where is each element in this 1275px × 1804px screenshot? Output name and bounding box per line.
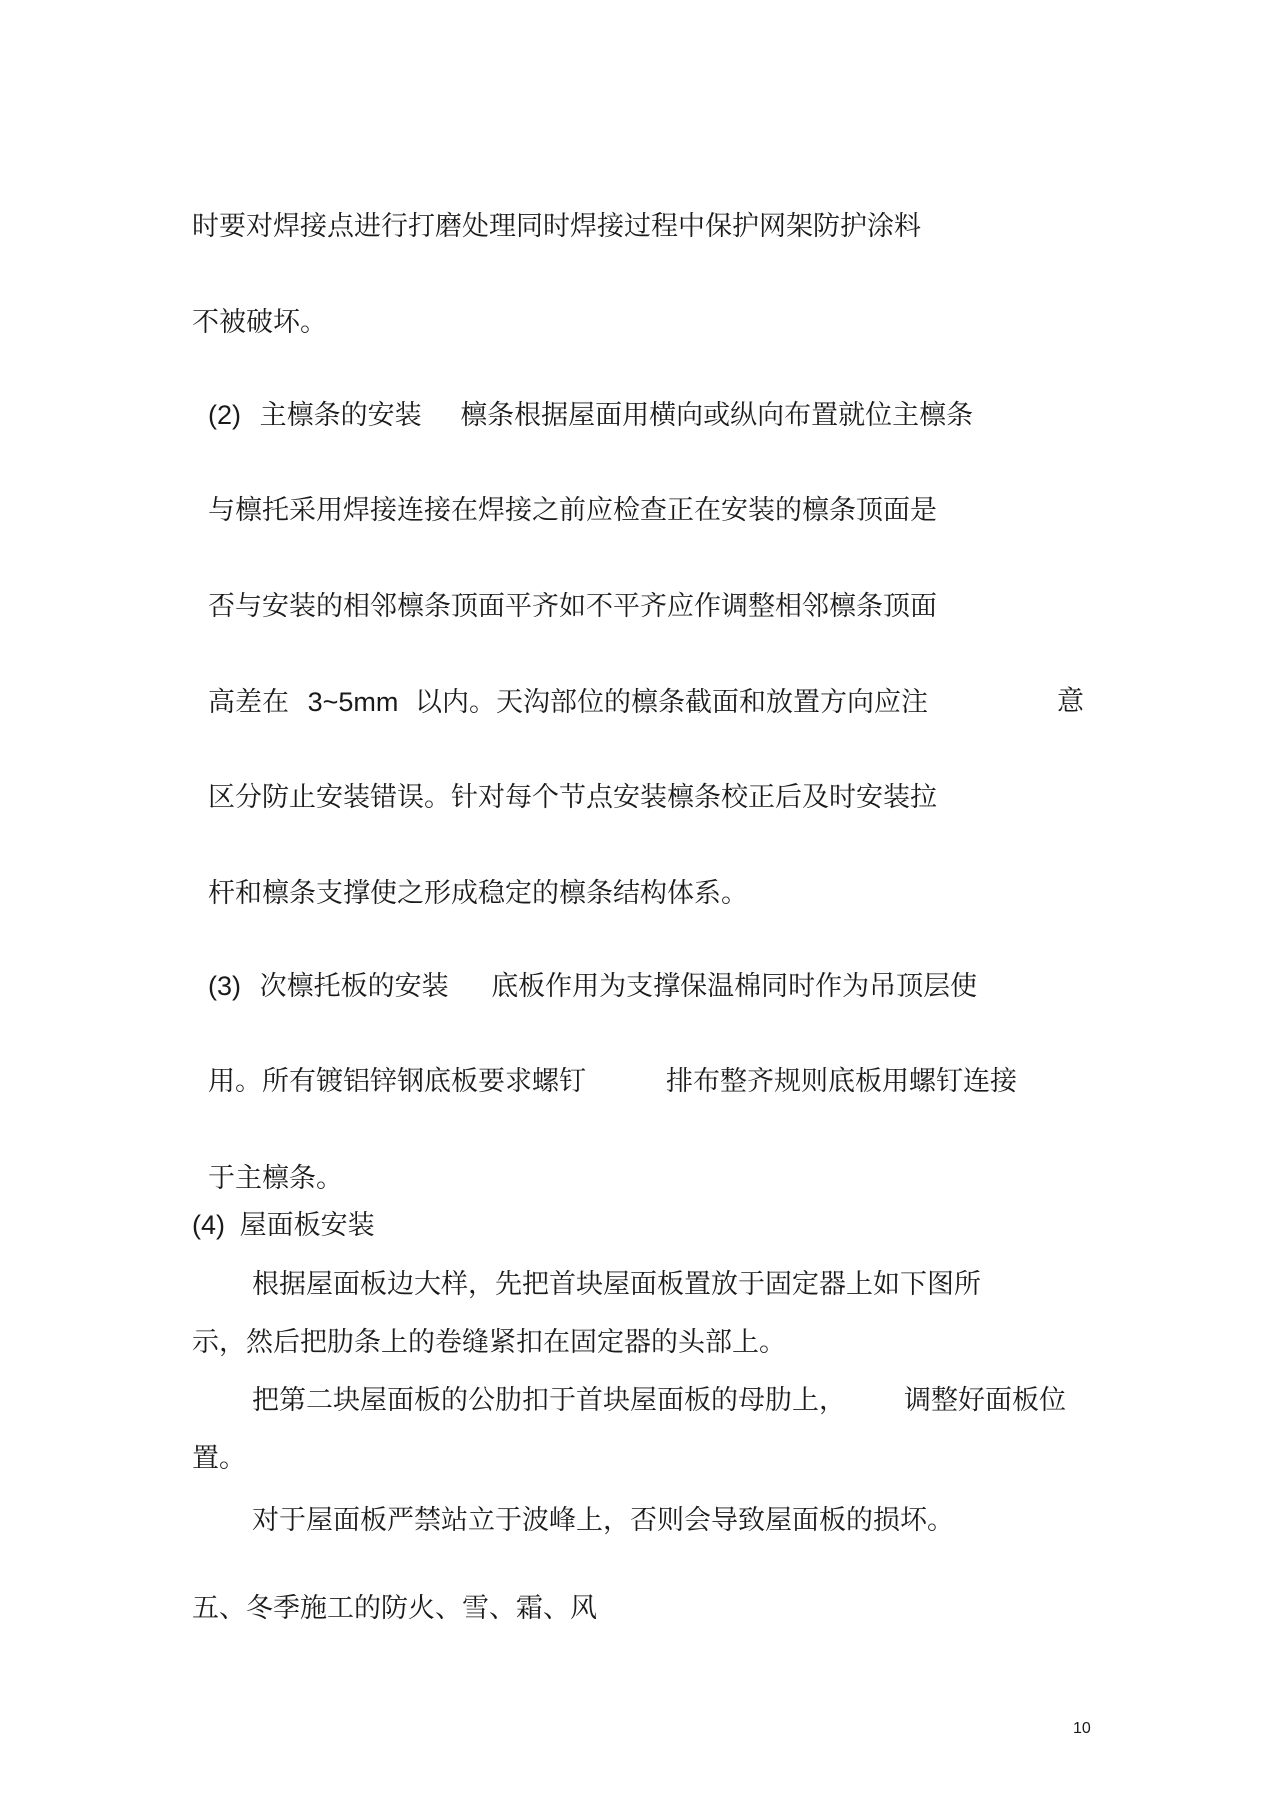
section-number: (4) (192, 1210, 225, 1240)
paragraph-line: 杆和檩条支撑使之形成稳定的檩条结构体系。 (208, 878, 748, 909)
section-heading-2 (208, 398, 973, 433)
paragraph-line (208, 1065, 1017, 1099)
text-span: 用。所有镀铝锌钢底板要求螺钉 (208, 1066, 586, 1097)
section-heading-3 (208, 969, 977, 1004)
page-number: 10 (1073, 1720, 1091, 1737)
chapter-heading: 五、冬季施工的防火、雪、霜、风 (192, 1593, 597, 1624)
paragraph-text: 檩条根据屋面用横向或纵向布置就位主檩条 (460, 400, 974, 431)
section-number: (3) (208, 971, 241, 1001)
paragraph-line: 根据屋面板边大样，先把首块屋面板置放于固定器上如下图所 (252, 1269, 981, 1300)
paragraph-line (252, 1384, 1066, 1418)
paragraph-text: 底板作用为支撑保温棉同时作为吊顶层使 (491, 971, 978, 1002)
paragraph-line: 示，然后把肋条上的卷缝紧扣在固定器的头部上。 (192, 1327, 786, 1358)
paragraph-line: 对于屋面板严禁站立于波峰上，否则会导致屋面板的损坏。 (252, 1505, 954, 1536)
text-span: 排布整齐规则底板用螺钉连接 (666, 1066, 1017, 1097)
paragraph-line: 置。 (192, 1443, 246, 1474)
text-span: 高差在 (208, 687, 289, 718)
section-title: 主檩条的安装 (259, 400, 422, 431)
text-span: 把第二块屋面板的公肋扣于首块屋面板的母肋上， (252, 1385, 846, 1416)
section-title: 屋面板安装 (239, 1210, 375, 1241)
text-span: 意 (1057, 686, 1084, 717)
text-span: 以内。天沟部位的檩条截面和放置方向应注 (414, 687, 928, 718)
paragraph-line: 与檩托采用焊接连接在焊接之前应检查正在安装的檩条顶面是 (208, 495, 937, 526)
paragraph-line: 区分防止安装错误。针对每个节点安装檩条校正后及时安装拉 (208, 782, 937, 813)
paragraph-line: 于主檩条。 (208, 1163, 343, 1194)
text-span: 调整好面板位 (904, 1385, 1066, 1416)
paragraph-line (208, 685, 1084, 720)
section-title: 次檩托板的安装 (259, 971, 449, 1002)
paragraph-line: 不被破坏。 (192, 307, 327, 338)
paragraph-line: 时要对焊接点进行打磨处理同时焊接过程中保护网架防护涂料 (192, 211, 921, 242)
section-heading-4 (192, 1208, 375, 1243)
measurement-value: 3~5mm (307, 687, 399, 717)
paragraph-line: 否与安装的相邻檩条顶面平齐如不平齐应作调整相邻檩条顶面 (208, 591, 937, 622)
section-number: (2) (208, 400, 241, 430)
